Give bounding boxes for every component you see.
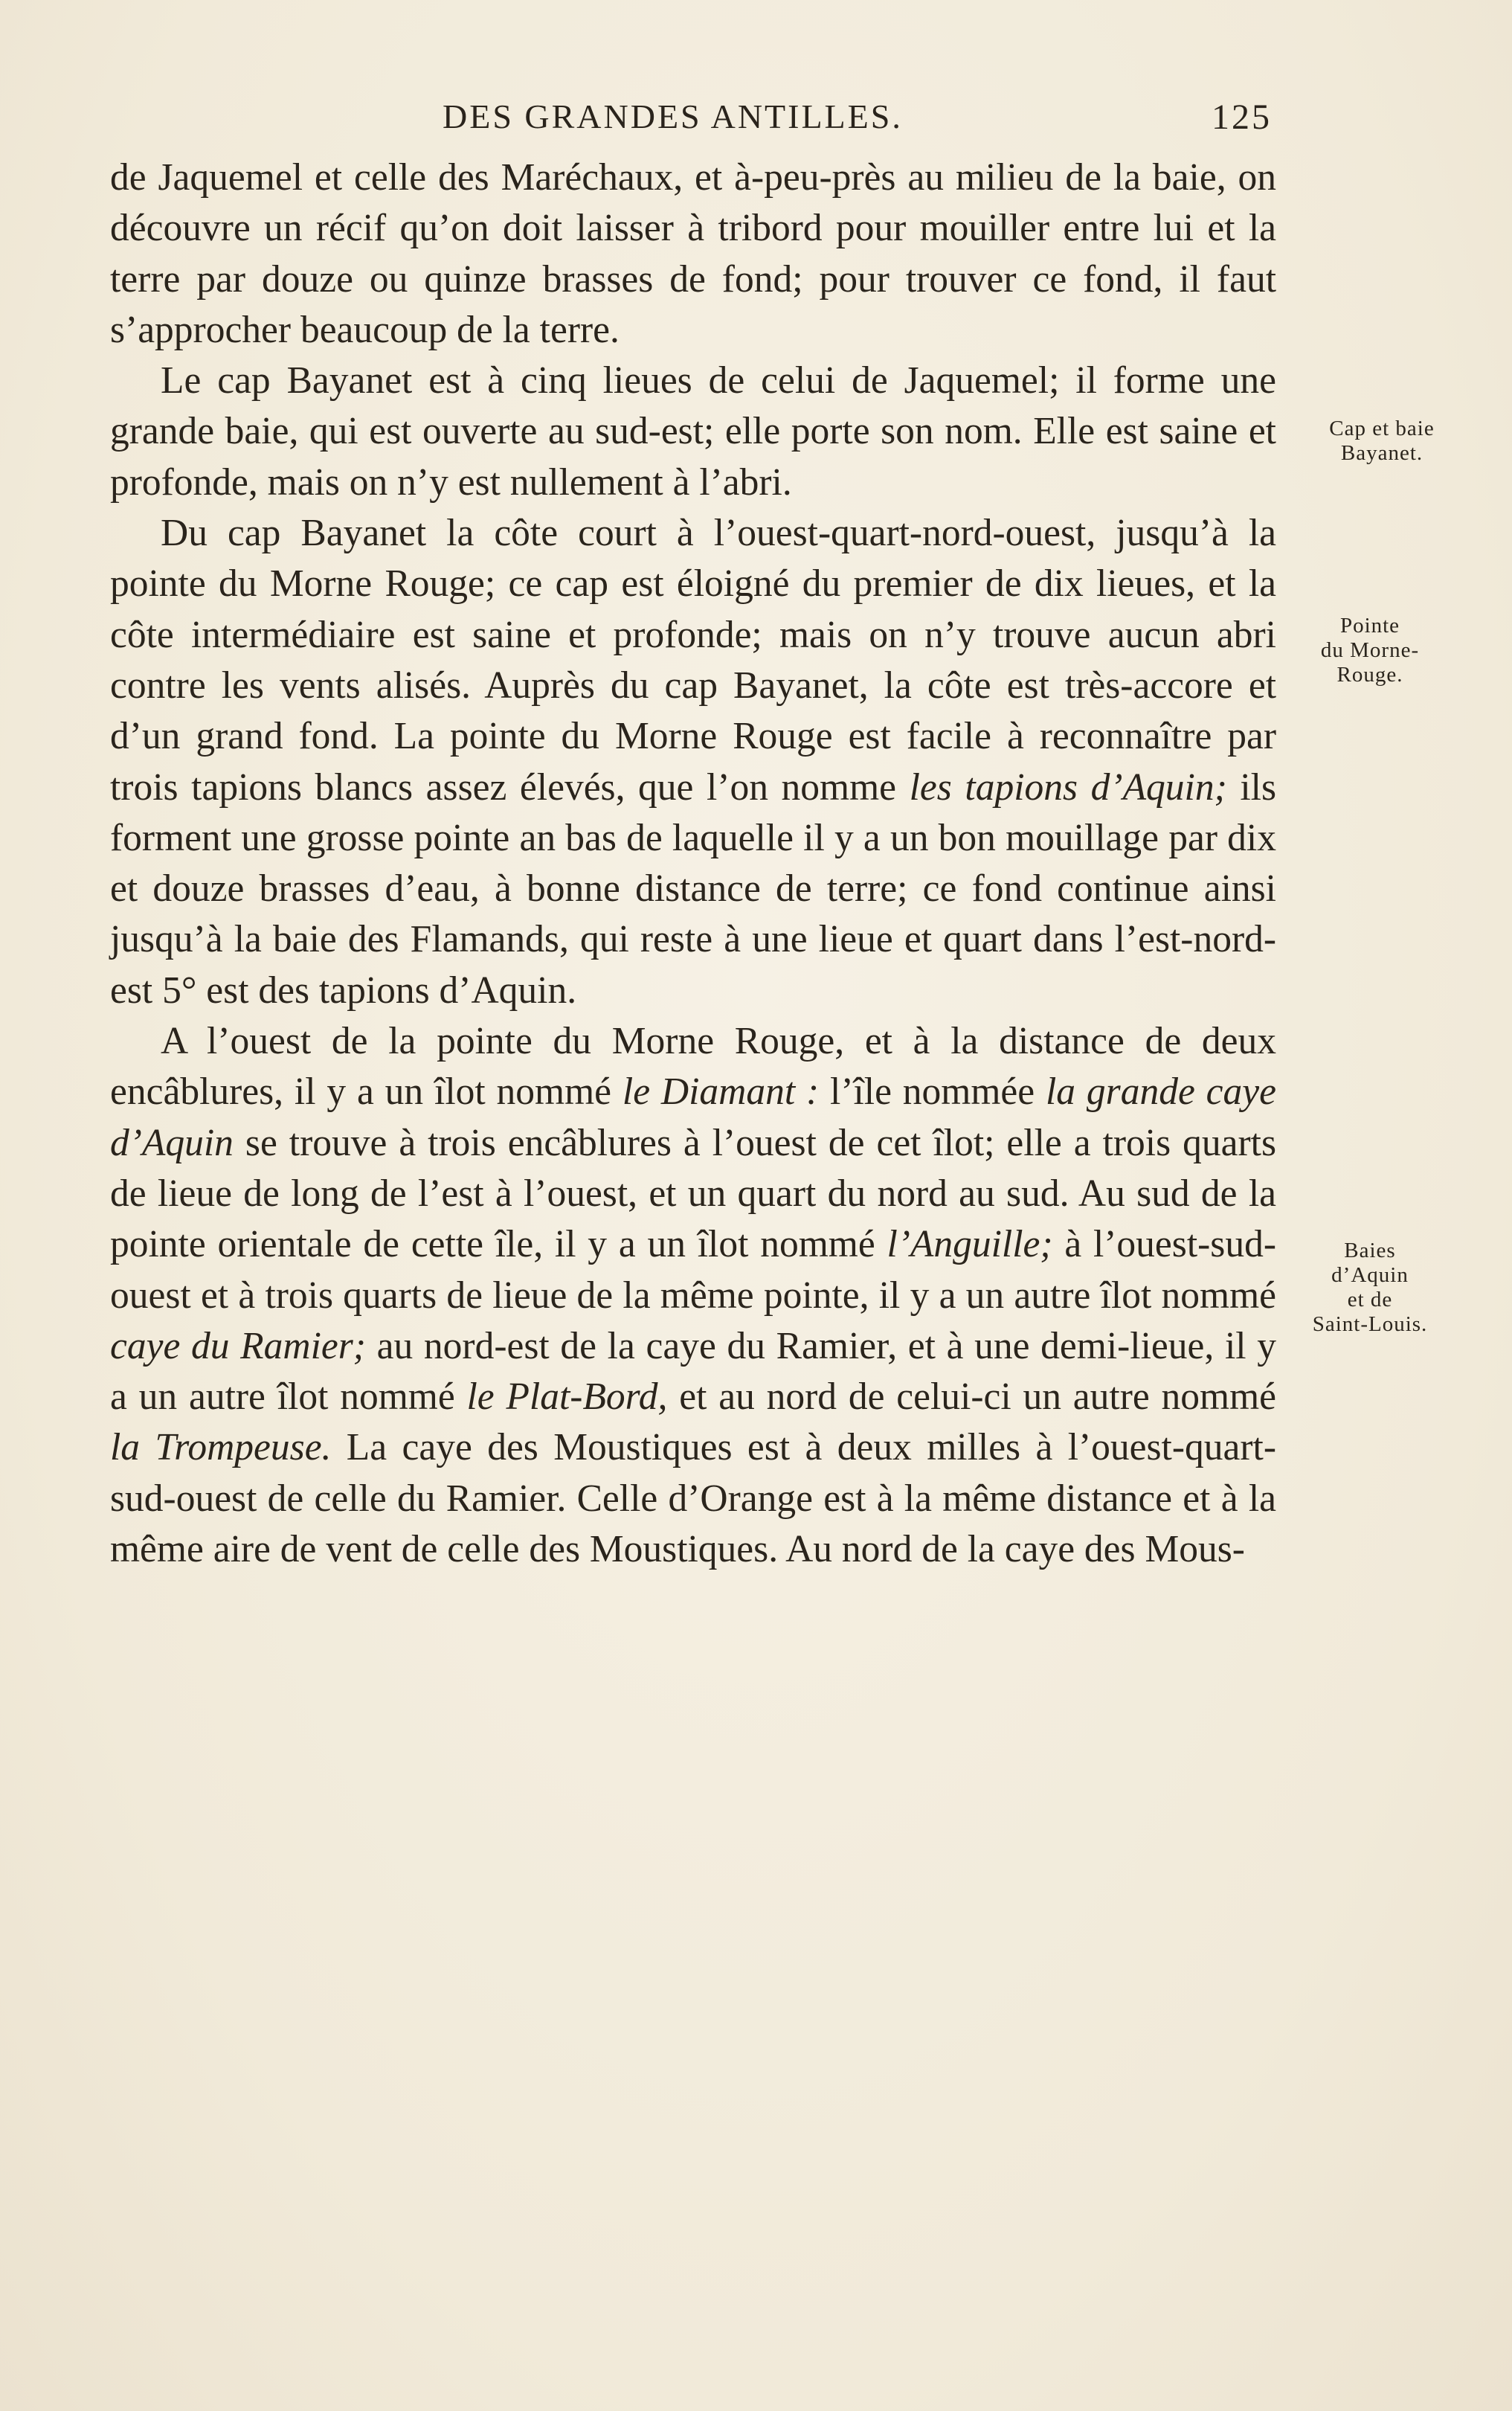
paragraph-4-text-4: à l’ouest-sud-ouest et à trois quarts de lieue de la même pointe, il y a un autre îlot nommé — [110, 1223, 1276, 1317]
margin-note-line: Pointe — [1339, 614, 1400, 638]
paragraph-4-text-2: l’île nommée — [819, 1070, 1046, 1114]
italic-term-trompeuse: la Trompeuse. — [110, 1426, 332, 1469]
margin-note-cap-bayanet — [1285, 417, 1479, 466]
paragraph-3-text-cont: ils forment une grosse pointe an bas de laquelle il y a un bon mouillage par dix et douze brasses d’eau, à bonne distance de terre; ce fond continue ainsi jusqu’à la baie des Flamands, qui reste à une lieue et quart dans l’est-nord-est 5° est des tapions d’Aquin. — [110, 765, 1276, 1012]
margin-note-line: d’Aquin — [1331, 1263, 1409, 1287]
running-title: DES GRANDES ANTILLES. — [443, 97, 903, 135]
margin-note-pointe-morne-rouge — [1273, 614, 1467, 687]
paragraph-4-text: A l’ouest de la pointe du Morne Rouge, et à la distance de deux encâblures, il y a un îlot nommé — [110, 1020, 1276, 1114]
italic-term-tapions: les tapions d’Aquin; — [909, 765, 1227, 809]
italic-term-caye-ramier: caye du Ramier; — [110, 1324, 366, 1367]
italic-term-grande-caye: la grande caye d’Aquin — [110, 1070, 1276, 1164]
italic-term-anguille: l’Anguille; — [887, 1223, 1053, 1266]
body-text — [110, 153, 1276, 1575]
paragraph-4-text-7: La caye des Moustiques est à deux milles à l’ouest-quart-sud-ouest de celle du Ramier. Celle d’Orange est à la même distance et à la même aire de vent de celle des Moustiques. Au nord de la caye des Mous- — [110, 1426, 1276, 1571]
margin-note-line: Cap et baie — [1329, 417, 1435, 440]
margin-note-line: Rouge. — [1336, 663, 1403, 687]
paragraph-4-text-3: se trouve à trois encâblures à l’ouest de cet îlot; elle a trois quarts de lieue de long de l’est à l’ouest, et un quart du nord au sud. Au sud de la pointe orientale de cette île, il y a un îlot nommé — [110, 1121, 1276, 1266]
margin-note-line: Baies — [1344, 1239, 1396, 1262]
margin-note-line: Bayanet. — [1340, 441, 1423, 465]
paragraph-3-text: Du cap Bayanet la côte court à l’ouest-quart-nord-ouest, jusqu’à la pointe du Morne Rouge; ce cap est éloigné du premier de dix lieues, et la côte intermédiaire est saine et profonde; mais on n’y trouve aucun abri contre les vents alisés. Auprès du cap Bayanet, la côte est très-accore et d’un grand fond. La pointe du Morne Rouge est facile à reconnaître par trois tapions blancs assez élevés, que l’on nomme — [110, 512, 1276, 809]
paragraph-4 — [110, 1016, 1276, 1575]
page-number: 125 — [1212, 97, 1272, 137]
paragraph-1 — [110, 153, 1276, 356]
italic-term-diamant: le Diamant : — [622, 1070, 820, 1114]
paragraph-4-text-6: et au nord de celui-ci un autre nommé — [667, 1375, 1276, 1419]
paragraph-2 — [110, 356, 1276, 508]
margin-note-line: et de — [1347, 1288, 1393, 1312]
paragraph-4-text-5: au nord-est de la caye du Ramier, et à une demi-lieue, il y a un autre îlot nommé — [110, 1324, 1276, 1419]
paragraph-2-text: Le cap Bayanet est à cinq lieues de celui de Jaquemel; il forme une grande baie, qui est ouverte au sud-est; elle porte son nom. Elle est saine et profonde, mais on n’y est nullement à l’abri. — [110, 359, 1276, 504]
paragraph-1-text: de Jaquemel et celle des Maréchaux, et à-peu-près au milieu de la baie, on découvre un récif qu’on doit laisser à tribord pour mouiller entre lui et la terre par douze ou quinze brasses de fond; pour trouver ce fond, il faut s’approcher beaucoup de la terre. — [110, 156, 1276, 351]
paragraph-3 — [110, 508, 1276, 1016]
italic-term-plat-bord: le Plat-Bord, — [466, 1375, 668, 1419]
margin-note-baies-aquin — [1273, 1239, 1467, 1337]
running-head — [112, 97, 1272, 141]
margin-note-line: du Morne- — [1320, 638, 1420, 662]
margin-note-line: Saint-Louis. — [1312, 1312, 1428, 1336]
